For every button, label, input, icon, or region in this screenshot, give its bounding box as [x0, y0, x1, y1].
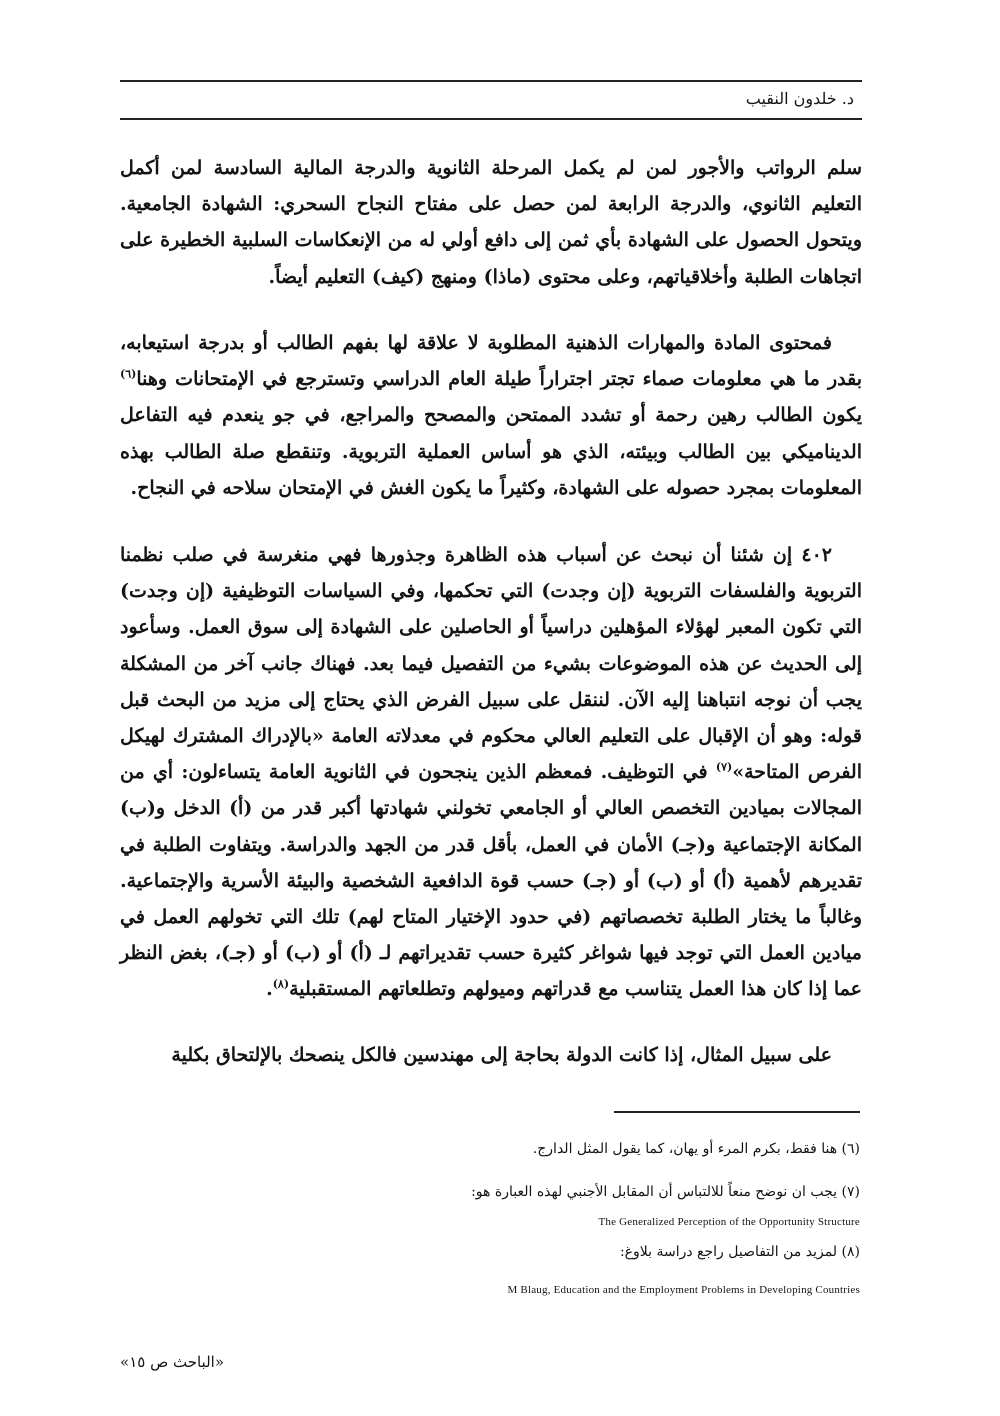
footnote-ref-6: (٦) — [120, 367, 137, 381]
footnote-7-english-term: The Generalized Perception of the Opportunity Structure — [598, 1216, 860, 1228]
header-rule-top — [120, 80, 862, 82]
paragraph-3-text-b: في التوظيف. فمعظم الذين ينجحون في الثانوية العامة يتساءلون: أي من المجالات بميادين التخصص العالي أو الجامعي تخولني شهادتها أكبر قدر من (أ) الدخل و(ب) المكانة الإجتماعية و(جـ) الأمان في العمل، بأقل قدر من الجهد والدراسة. ويتفاوت الطلبة في تقديرهم لأهمية (أ) أو (ب) أو (جـ) حسب قوة الدافعية الشخصية والبيئة الأسرية والإجتماعية. وغالباً ما يختار الطلبة تخصصاتهم (في حدود الإختيار المتاح لهم) تلك التي تخولهم العمل في ميادين العمل التي توجد فيها شواغر كثيرة حسب تقديراتهم لـ (أ) أو (ب) أو (جـ)، بغض النظر عما إذا كان هذا العمل يتناسب مع قدراتهم وميولهم وتطلعاتهم المستقبلية — [120, 761, 862, 1001]
body-paragraph-2 — [120, 325, 862, 506]
footnote-8: (٨) لمزيد من التفاصيل راجع دراسة بلاوغ: — [619, 1244, 860, 1260]
paragraph-3-text-a: ٤٠٢ إن شئنا أن نبحث عن أسباب هذه الظاهرة وجذورها فهي منغرسة في صلب نظمنا التربوية والفلسفات التربوية (إن وجدت) التي تحكمها، وفي السياسات التوظيفية (إن وجدت) التي تكون المعبر لهؤلاء المؤهلين دراسياً أو الحاصلين على الشهادة إلى سوق العمل. وسأعود إلى الحديث عن هذه الموضوعات بشيء من التفصيل فيما بعد. فهناك جانب آخر من المشكلة يجب أن نوجه انتباهنا إليه الآن. لننقل على سبيل الفرض الذي يحتاج إلى مزيد من البحث قبل قوله: وهو أن الإقبال على التعليم العالي محكوم في معدلاته العامة «بالإدراك المشترك لهيكل الفرص المتاحة» — [120, 544, 862, 784]
paragraph-3-text-c: . — [266, 978, 273, 1001]
body-paragraph-1: سلم الرواتب والأجور لمن لم يكمل المرحلة الثانوية والدرجة المالية السادسة لمن أكمل التعليم الثانوي، والدرجة الرابعة لمن حصل على مفتاح النجاح السحري: الشهادة الجامعية. ويتحول الحصول على الشهادة بأي ثمن إلى دافع أولي له من الإنعكاسات السلبية الخطيرة على اتجاهات الطلبة وأخلاقياتهم، وعلى محتوى (ماذا) ومنهج (كيف) التعليم أيضاً. — [120, 157, 862, 288]
footnote-separator — [614, 1111, 860, 1113]
paragraph-2-text-a: فمحتوى المادة والمهارات الذهنية المطلوبة لا علاقة لها بفهم الطالب أو بدرجة استيعابه، بقدر ما هي معلومات صماء تجتر اجتراراً طيلة العام الدراسي وتسترجع في الإمتحانات وهنا — [120, 332, 862, 391]
running-header-author: د. خلدون النقيب — [745, 89, 854, 108]
footnote-ref-7: (٧) — [715, 760, 733, 774]
header-rule-bottom — [120, 118, 862, 120]
footnote-7: (٧) يجب ان نوضح منعاً للالتباس أن المقابل الأجنبي لهذه العبارة هو: — [471, 1184, 860, 1200]
paragraph-2-text-b: يكون الطالب رهين رحمة أو تشدد الممتحن والمصحح والمراجع، في جو ينعدم فيه التفاعل الديناميكي بين الطالب وبيئته، الذي هو أساس العملية التربوية. وتنقطع صلة الطالب بهذه المعلومات بمجرد حصوله على الشهادة، وكثيراً ما يكون الغش في الإمتحان سلاحه في النجاح. — [120, 404, 862, 499]
footnote-6: (٦) هنا فقط، بكرم المرء أو يهان، كما يقول المثل الدارج. — [532, 1141, 860, 1157]
body-paragraph-4: على سبيل المثال، إذا كانت الدولة بحاجة إلى مهندسين فالكل ينصحك بالإلتحاق بكلية — [171, 1044, 832, 1066]
body-paragraph-3 — [120, 537, 862, 1008]
running-footer: «الباحث ص ١٥» — [120, 1353, 224, 1371]
footnote-ref-8: (٨) — [272, 978, 290, 992]
footnote-8-citation: M Blaug, Education and the Employment Problems in Developing Countries — [507, 1284, 860, 1296]
